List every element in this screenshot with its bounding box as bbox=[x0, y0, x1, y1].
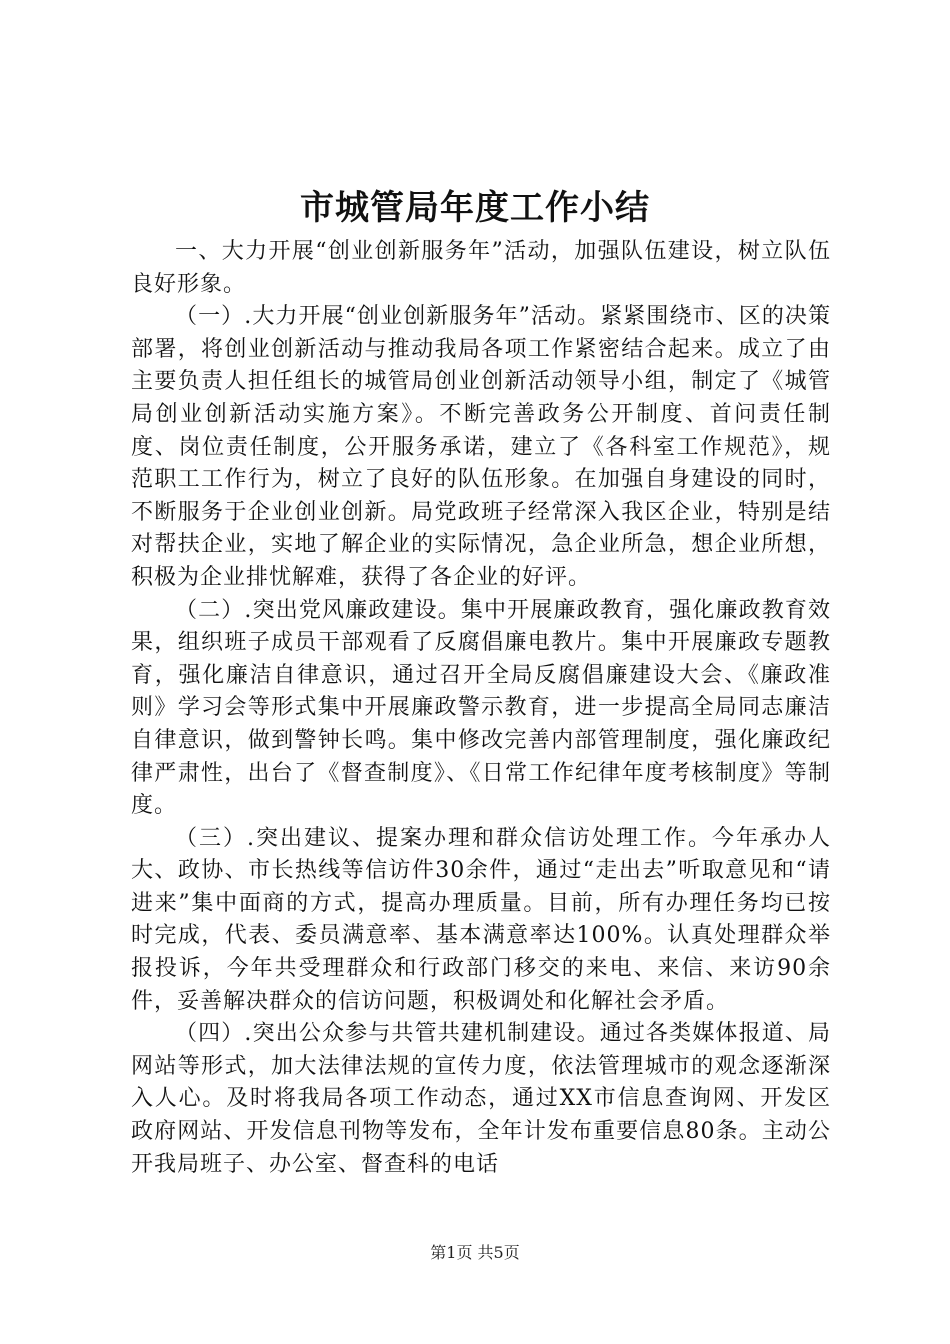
paragraph-3: （三）.突出建议、提案办理和群众信访处理工作。今年承办人大、政协、市长热线等信访件30余件，通过“走出去”听取意见和“请进来”集中面商的方式，提高办理质量。目前，所有办理任务均已按时完成，代表、委员满意率、基本满意率达100%。认真处理群众举报投诉，今年共受理群众和行政部门移交的来电、来信、来访90余件，妥善解决群众的信访问题，积极调处和化解社会矛盾。 bbox=[131, 825, 831, 1014]
paragraph-2: （二）.突出党风廉政建设。集中开展廉政教育，强化廉政教育效果，组织班子成员干部观看了反腐倡廉电教片。集中开展廉政专题教育，强化廉洁自律意识，通过召开全局反腐倡廉建设大会、《廉政准则》学习会等形式集中开展廉政警示教育，进一步提高全局同志廉洁自律意识，做到警钟长鸣。集中修改完善内部管理制度，强化廉政纪律严肃性，出台了《督查制度》、《日常工作纪律年度考核制度》等制度。 bbox=[131, 597, 831, 819]
document-body bbox=[131, 236, 831, 1181]
page-number-footer: 第1页 共5页 bbox=[430, 1243, 520, 1262]
paragraph-1: （一）.大力开展“创业创新服务年”活动。紧紧围绕市、区的决策部署，将创业创新活动与推动我局各项工作紧密结合起来。成立了由主要负责人担任组长的城管局创业创新活动领导小组，制定了《城管局创业创新活动实施方案》。不断完善政务公开制度、首问责任制度、岗位责任制度，公开服务承诺，建立了《各科室工作规范》，规范职工工作行为，树立了良好的队伍形象。在加强自身建设的同时，不断服务于企业创业创新。局党政班子经常深入我区企业，特别是结对帮扶企业，实地了解企业的实际情况，急企业所急，想企业所想，积极为企业排忧解难，获得了各企业的好评。 bbox=[131, 304, 831, 590]
paragraph-4: （四）.突出公众参与共管共建机制建设。通过各类媒体报道、局网站等形式，加大法律法规的宣传力度，依法管理城市的观念逐渐深入人心。及时将我局各项工作动态，通过XX市信息查询网、开发区政府网站、开发信息刊物等发布，全年计发布重要信息80条。主动公开我局班子、办公室、督查科的电话 bbox=[131, 1021, 831, 1177]
document-title: 市城管局年度工作小结 bbox=[300, 188, 650, 228]
section-heading-1: 一、大力开展“创业创新服务年”活动，加强队伍建设，树立队伍良好形象。 bbox=[131, 239, 831, 297]
